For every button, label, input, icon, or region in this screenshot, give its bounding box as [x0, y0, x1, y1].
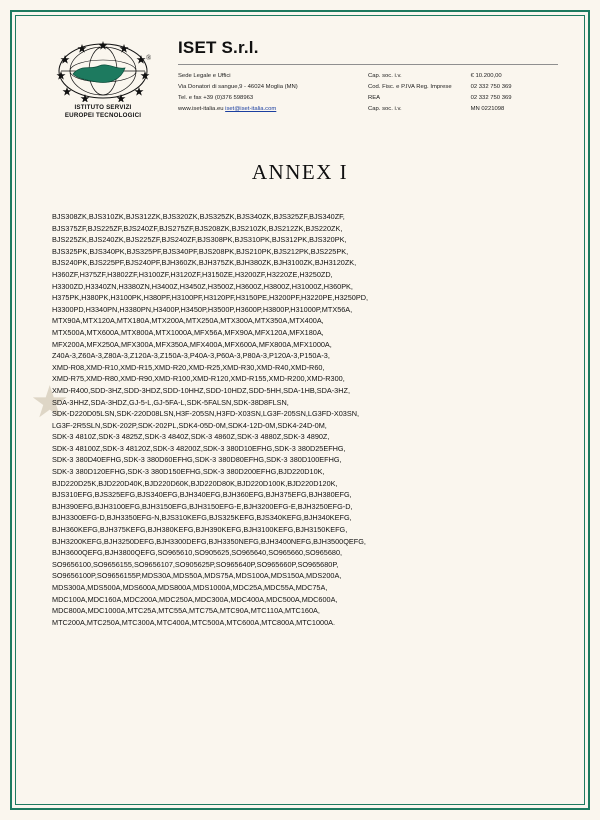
- info-right-3: 02 332 750 369: [470, 94, 512, 101]
- info-right-1: € 10.200,00: [470, 72, 502, 79]
- logo-caption-line2: EUROPEI TECNOLOGICI: [64, 112, 142, 119]
- letterhead: [24, 24, 576, 126]
- logo-caption-line1: ISTITUTO SERVIZI: [74, 104, 132, 111]
- info-middle-2: Cod. Fisc. e P.IVA Reg. Imprese: [368, 83, 452, 90]
- list-item: MTC200A,MTC250A,MTC300A,MTC400A,MTC500A,MTC600A,MTC800A,MTC1000A.: [52, 617, 336, 627]
- table-row: [178, 92, 558, 103]
- list-item: XMD-R400,SDD-3HZ,SDD-3HDZ,SDD-10HHZ,SDD-10HDZ,SDD-5HH,SDA-1HB,SDA-3HZ,: [52, 385, 350, 395]
- list-item: MDC800A,MDC1000A,MTC25A,MTC55A,MTC75A,MTC90A,MTC110A,MTC160A,: [52, 606, 320, 616]
- list-item: SO9656100,SO9656155,SO9656107,SO905625P,SO965640P,SO965660P,SO965680P,: [52, 559, 339, 569]
- list-item: BJH3300EFG-D,BJH3350EFG-N,BJS310KEFG,BJS325KEFG,BJS340KEFG,BJH340KEFG,: [52, 513, 352, 523]
- info-left-2: Via Donatori di sangue,9 - 46024 Moglia (MN): [178, 83, 298, 90]
- info-left-3: Tel. e fax +39 (0)376 598963: [178, 94, 254, 101]
- list-item: H360ZF,H375ZF,H3802ZF,H3100ZF,H3120ZF,H3150ZE,H3200ZF,H3220ZE,H3250ZD,: [52, 269, 333, 279]
- list-item: H3300ZD,H3340ZN,H3380ZN,H3400Z,H3450Z,H3500Z,H3600Z,H3800Z,H31000Z,H360PK,: [52, 281, 353, 291]
- list-item: BJH390EFG,BJH3100EFG,BJH3150EFG,BJH3150EFG-E,BJH3200EFG-E,BJH3250EFG-D,: [52, 501, 353, 511]
- list-item: MDS300A,MDS500A,MDS600A,MDS800A,MDS1000A,MDC25A,MDC55A,MDC75A,: [52, 583, 328, 592]
- info-middle-3: REA: [368, 94, 381, 101]
- list-item: SDK-3 380D40EFHG,SDK-3 380D60EFHG,SDK-3 380D80EFHG,SDK-3 380D100EFHG,: [52, 455, 342, 465]
- website-text: www.iset-italia.eu: [178, 106, 224, 113]
- list-item: BJD220D25K,BJD220D40K,BJD220D60K,BJD220D80K,BJD220D100K,BJD220D120K,: [52, 478, 338, 488]
- company-name: ISET S.r.l.: [178, 38, 259, 57]
- list-item: MTX500A,MTX600A,MTX800A,MTX1000A,MFX56A,MFX90A,MFX120A,MFX180A,: [52, 327, 324, 337]
- list-item: MDC100A,MDC160A,MDC200A,MDC250A,MDC300A,MDC400A,MDC500A,MDC600A,: [52, 594, 338, 604]
- list-item: BJH3600QEFG,BJH3800QEFG,SO965610,SO905625,SO965640,SO965660,SO965680,: [52, 548, 343, 558]
- list-item: H3300PD,H3340PN,H3380PN,H3400P,H3450P,H3500P,H3600P,H3800P,H31000P,MTX56A,: [52, 304, 353, 314]
- info-left-1: Sede Legale e Uffici: [178, 72, 231, 79]
- list-item: SDK-3 48100Z,SDK-3 48120Z,SDK-3 48200Z,SDK-3 380D10EFHG,SDK-3 380D25EFHG,: [52, 443, 346, 453]
- info-middle-1: Cap. soc. i.v.: [368, 72, 402, 79]
- company-logo: [42, 38, 164, 120]
- list-item: BJS325PK,BJS340PK,BJS325PF,BJS340PF,BJS208PK,BJS210PK,BJS212PK,BJS225PK,: [52, 246, 349, 256]
- list-item: H375PK,H380PK,H3100PK,H380PF,H3100PF,H3120PF,H3150PE,H3200PF,H3220PE,H3250PD,: [52, 293, 368, 303]
- table-row: [178, 70, 558, 81]
- info-right-2: 02 332 750 369: [470, 83, 512, 90]
- product-codes-list: [52, 211, 548, 628]
- info-middle-4: Cap. soc. i.v.: [368, 106, 402, 113]
- list-item: SO9656100P,SO9656155P,MDS30A,MDS50A,MDS75A,MDS100A,MDS150A,MDS200A,: [52, 571, 342, 581]
- company-info-table: [178, 70, 558, 115]
- list-item: Z40A-3,Z60A-3,Z80A-3,Z120A-3,Z150A-3,P40A-3,P60A-3,P80A-3,P120A-3,P150A-3,: [52, 351, 330, 361]
- list-item: BJS310EFG,BJS325EFG,BJS340EFG,BJH340EFG,BJH360EFG,BJH375EFG,BJH380EFG,: [52, 490, 352, 500]
- star-watermark-icon: ★: [30, 378, 70, 427]
- page-title: ANNEX I: [251, 160, 349, 184]
- table-row: [178, 81, 558, 92]
- info-left-4: [178, 104, 368, 115]
- list-item: SDA-3HHZ,SDA-3HDZ,GJ-5-L,GJ-5FA-L,SDK-5FALSN,SDK-38D8FLSN,: [52, 397, 289, 407]
- list-item: BJH360KEFG,BJH375KEFG,BJH380KEFG,BJH390KEFG,BJH3100KEFG,BJH3150KEFG,: [52, 525, 348, 535]
- list-item: BJS375ZF,BJS225ZF,BJS240ZF,BJS275ZF,BJS208ZK,BJS210ZK,BJS212ZK,BJS220ZK,: [52, 223, 343, 233]
- svg-text:®: ®: [146, 54, 152, 62]
- list-item: LG3F-2R5SLN,SDK-202P,SDK-202PL,SDK4-05D-0M,SDK4-12D-0M,SDK4-24D-0M,: [52, 420, 327, 430]
- letterhead-details: [164, 38, 558, 115]
- list-item: BJH3200KEFG,BJH3250DEFG,BJH3300DEFG,BJH3350NEFG,BJH3400NEFG,BJH3500QEFG,: [52, 536, 366, 546]
- header-divider: [178, 64, 558, 65]
- list-item: SDK-D220D05LSN,SDK-220D08LSN,H3F-205SN,H3FD-X03SN,LG3F-205SN,LG3FD-X03SN,: [52, 409, 360, 419]
- list-item: SDK-3 4810Z,SDK-3 4825Z,SDK-3 4840Z,SDK-3 4860Z,SDK-3 4880Z,SDK-3 4890Z,: [52, 432, 330, 442]
- list-item: XMD-R08,XMD-R10,XMD-R15,XMD-R20,XMD-R25,XMD-R30,XMD-R40,XMD-R60,: [52, 362, 325, 372]
- list-item: XMD-R75,XMD-R80,XMD-R90,XMD-R100,XMD-R120,XMD-R155,XMD-R200,XMD-R300,: [52, 374, 345, 384]
- list-item: SDK-3 380D120EFHG,SDK-3 380D150EFHG,SDK-3 380D200EFHG,BJD220D10K,: [52, 467, 325, 477]
- list-item: MFX200A,MFX250A,MFX300A,MFX350A,MFX400A,MFX600A,MFX800A,MFX1000A,: [52, 339, 332, 349]
- product-codes-section: [24, 211, 576, 628]
- table-row: [178, 104, 558, 115]
- info-right-4: MN 0221098: [470, 106, 505, 113]
- list-item: BJS308ZK,BJS310ZK,BJS312ZK,BJS320ZK,BJS325ZK,BJS340ZK,BJS325ZF,BJS340ZF,: [52, 212, 345, 221]
- list-item: MTX90A,MTX120A,MTX180A,MTX200A,MTX250A,MTX300A,MTX350A,MTX400A,: [52, 316, 324, 326]
- list-item: BJS225ZK,BJS240ZK,BJS225ZF,BJS240ZF,BJS308PK,BJS310PK,BJS312PK,BJS320PK,: [52, 235, 347, 245]
- globe-stars-icon: [51, 40, 155, 102]
- page-content: [24, 24, 576, 796]
- list-item: BJS240PK,BJS225PF,BJS240PF,BJH360ZK,BJH375ZK,BJH380ZK,BJH3100ZK,BJH3120ZK,: [52, 258, 357, 268]
- email-link[interactable]: iset@iset-italia.com: [225, 106, 277, 113]
